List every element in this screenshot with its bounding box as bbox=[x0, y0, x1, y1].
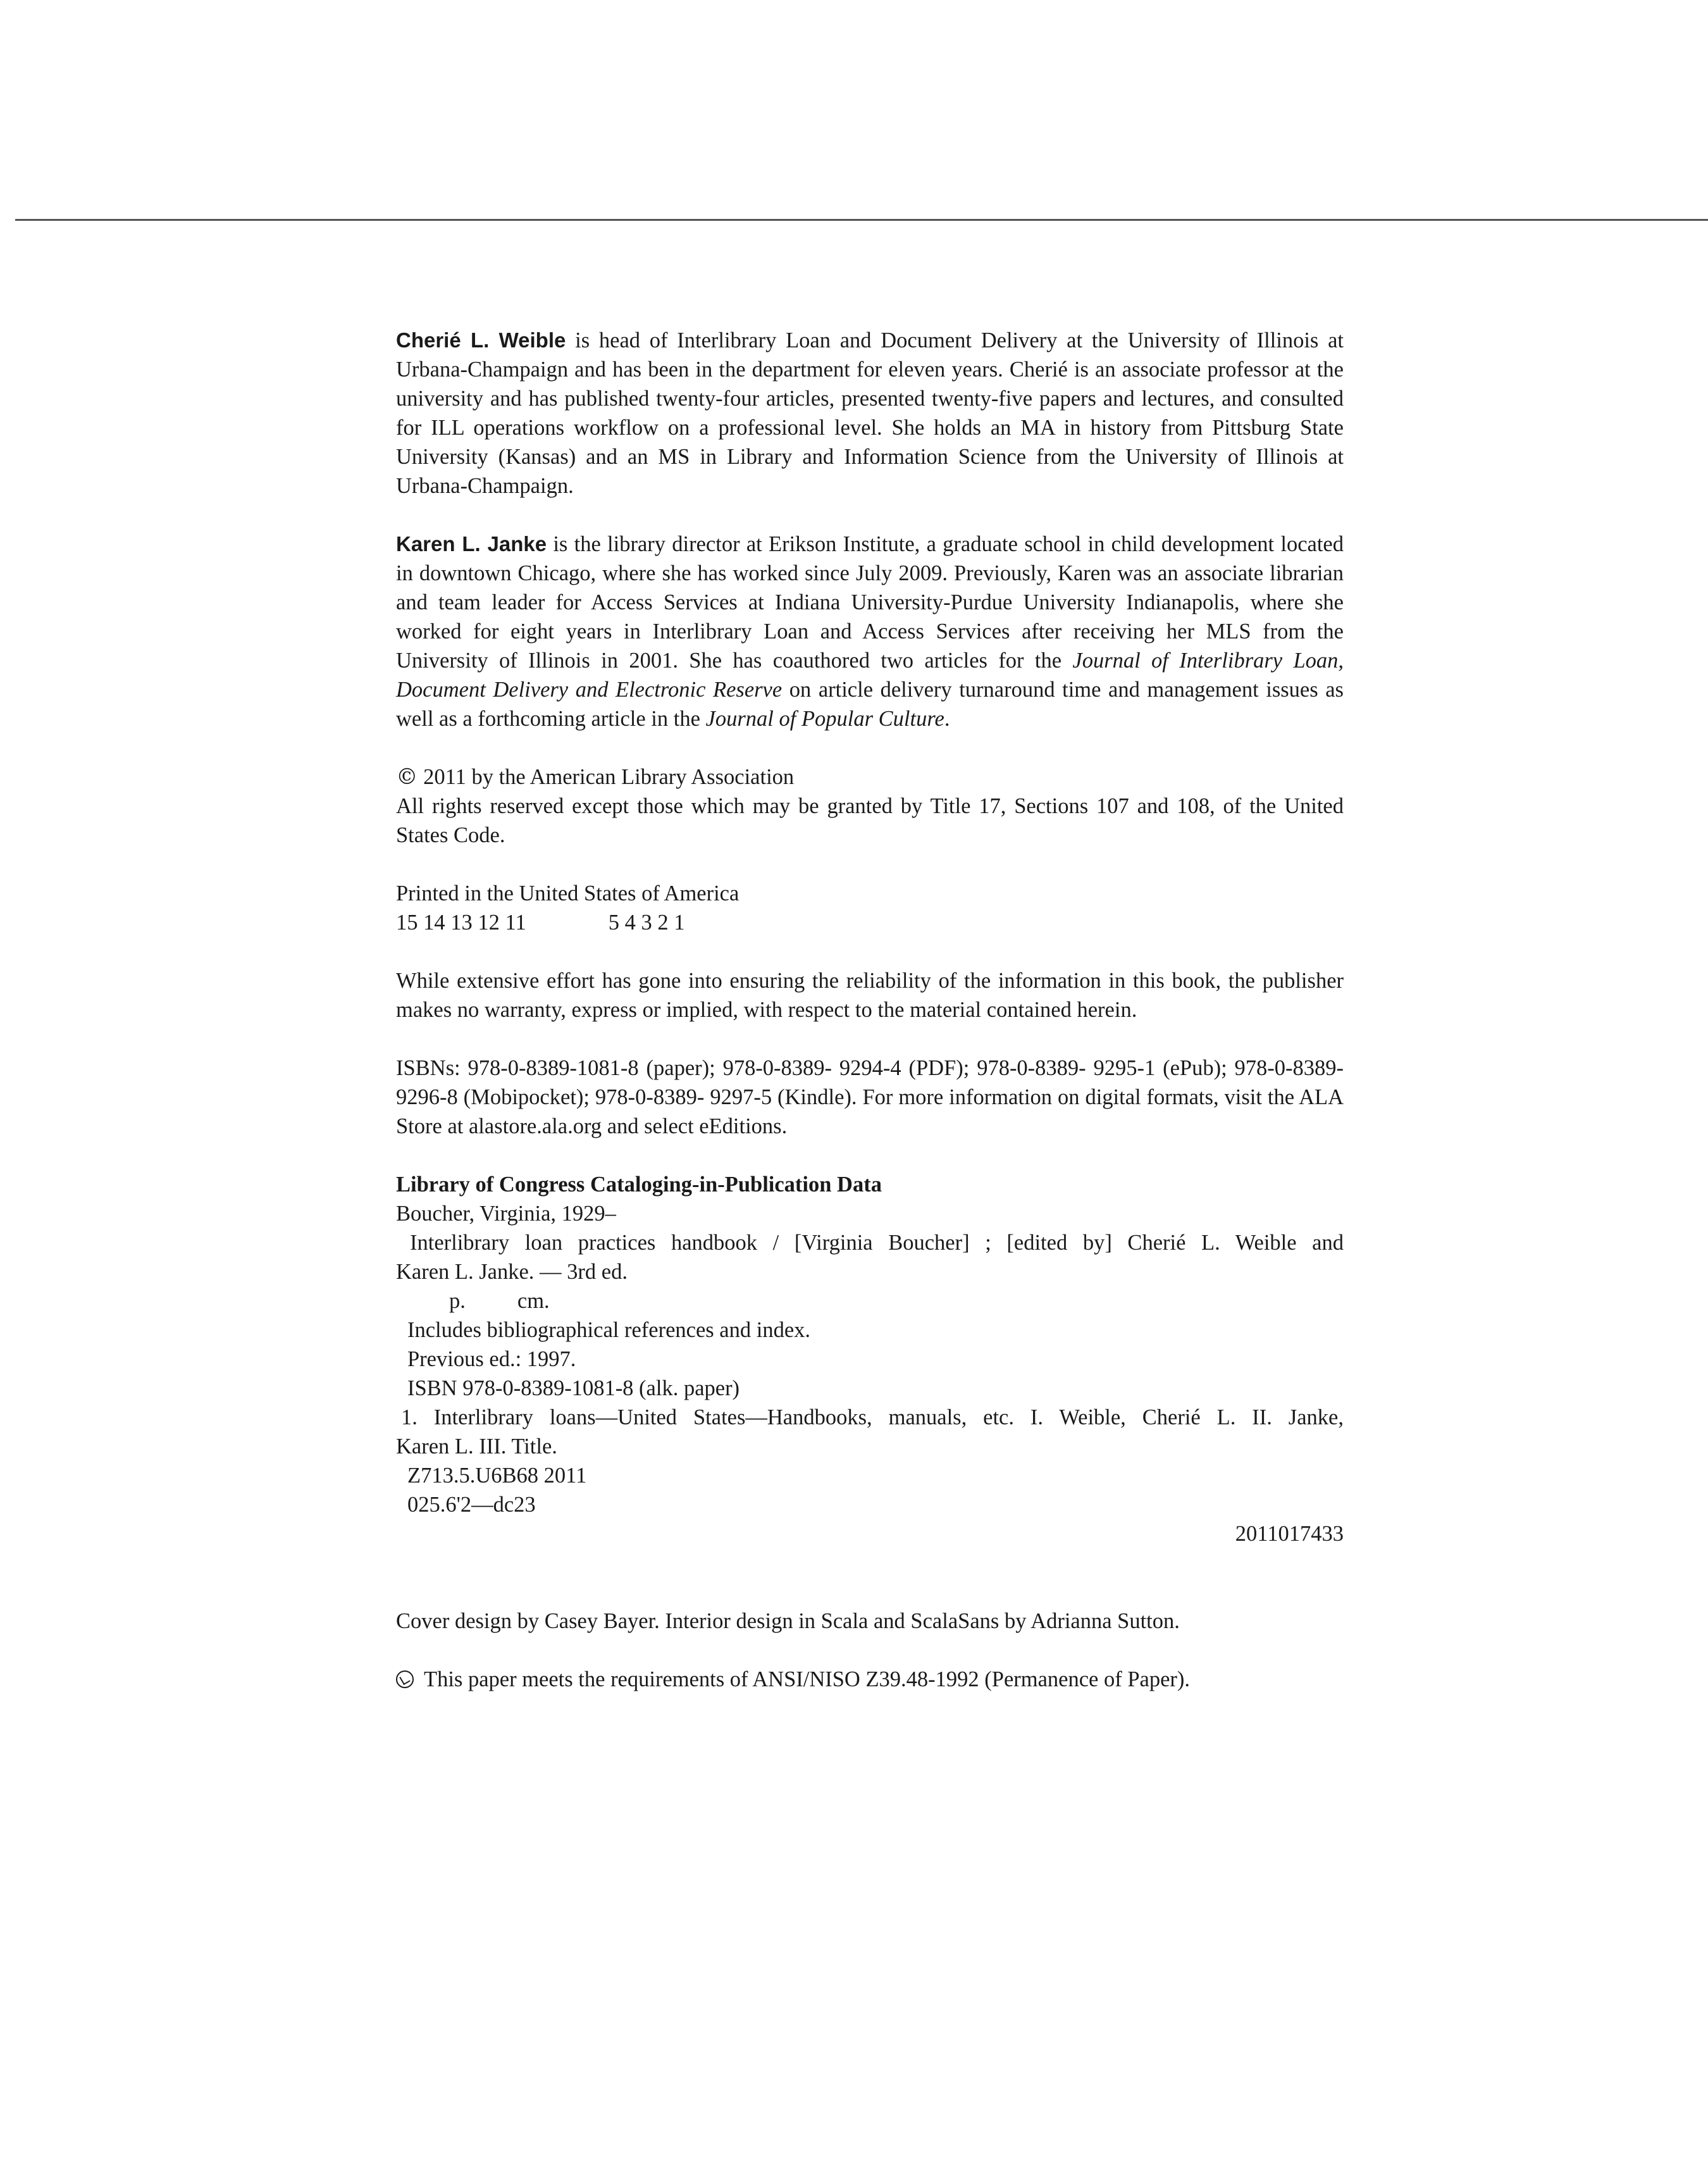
disclaimer: While extensive effort has gone into ensuring the reliability of the information in this book, the publisher makes no warranty, express or implied, with respect to the material contained herein. bbox=[396, 969, 1344, 1022]
cip-cm: cm. bbox=[517, 1289, 550, 1313]
paper-notice bbox=[396, 1665, 1344, 1694]
cip-pagination bbox=[396, 1286, 1344, 1315]
printing-years: 15 14 13 12 11 bbox=[396, 911, 526, 935]
cip-class-2: 025.6'2—dc23 bbox=[407, 1493, 536, 1517]
copyright-page bbox=[396, 326, 1344, 1723]
cip-lccn: 2011017433 bbox=[1235, 1522, 1344, 1546]
cip-isbn: ISBN 978-0-8389-1081-8 (alk. paper) bbox=[407, 1376, 740, 1400]
paper-notice-text: This paper meets the requirements of ANSI/NISO Z39.48-1992 (Permanence of Paper). bbox=[424, 1667, 1191, 1691]
cip-subjects-line-2: Karen L. III. Title. bbox=[396, 1434, 557, 1458]
paper-permanence-icon bbox=[396, 1670, 414, 1688]
printing-sequence: 5 4 3 2 1 bbox=[608, 911, 685, 935]
copyright-block bbox=[396, 762, 1344, 850]
cip-subjects-line-1: 1. Interlibrary loans—United States—Handbooks, manuals, etc. I. Weible, Cherié L. II. Janke, bbox=[401, 1405, 1344, 1429]
cip-author: Boucher, Virginia, 1929– bbox=[396, 1202, 616, 1226]
printing-block bbox=[396, 879, 1344, 937]
cip-title-line-2: Karen L. Janke. — 3rd ed. bbox=[396, 1260, 628, 1284]
isbns: ISBNs: 978-0-8389-1081-8 (paper); 978-0-8389- 9294-4 (PDF); 978-0-8389- 9295-1 (ePub); 978-0-8389- 9296-8 (Mobipocket); 978-0-8389- 9297-5 (Kindle). For more information on digital formats, visit the ALA Store at alastore.ala.org and select eEditions. bbox=[396, 1056, 1344, 1138]
copyright-symbol: © bbox=[396, 764, 418, 790]
bio-weible-name: Cherié L. Weible bbox=[396, 328, 566, 352]
bio-janke-journal-1: Journal of Interlibrary Loan, Document Delivery and Electronic Reserve bbox=[396, 649, 1344, 702]
cip-class-1: Z713.5.U6B68 2011 bbox=[407, 1464, 587, 1488]
spacer bbox=[396, 1548, 1344, 1607]
bio-weible-text: is head of Interlibrary Loan and Document Delivery at the University of Illinois at Urbana-Champaign and has been in the department for eleven years. Cherié is an associate professor at the university and has published twenty-four articles, presented twenty-five papers and lectures, and consulted for ILL operations workflow on a professional level. She holds an MA in history from Pittsburg State University (Kansas) and an MS in Library and Information Science from the University of Illinois at Urbana-Champaign. bbox=[396, 328, 1344, 498]
cip-title-line-1: Interlibrary loan practices handbook / [Virginia Boucher] ; [edited by] Cherié L. Weible and bbox=[410, 1231, 1344, 1255]
bio-janke-text-1: is the library director at Erikson Institute, a graduate school in child development located in downtown Chicago, where she has worked since July 2009. Previously, Karen was an associate librarian and team leader for Access Services at Indiana University-Purdue University Indianapolis, where she worked for eight years in Interlibrary Loan and Access Services after receiving her MLS from the University of Illinois in 2001. She has coauthored two articles for the bbox=[396, 532, 1344, 673]
bio-janke-text-2: on article delivery turnaround time and management issues as well as a forthcoming article in the bbox=[396, 678, 1344, 731]
bio-janke-journal-2: Journal of Popular Culture bbox=[705, 707, 944, 731]
bio-janke-text-3: . bbox=[944, 707, 950, 731]
cip-heading: Library of Congress Cataloging-in-Publication Data bbox=[396, 1172, 882, 1197]
bio-janke-name: Karen L. Janke bbox=[396, 532, 547, 556]
copyright-line-2: All rights reserved except those which may be granted by Title 17, Sections 107 and 108, of the United States Code. bbox=[396, 794, 1344, 847]
cip-block bbox=[396, 1170, 1344, 1548]
design-credits: Cover design by Casey Bayer. Interior design in Scala and ScalaSans by Adrianna Sutton. bbox=[396, 1609, 1180, 1633]
header-rule bbox=[15, 219, 1708, 221]
bio-janke bbox=[396, 530, 1344, 733]
copyright-line-1: 2011 by the American Library Association bbox=[418, 765, 795, 789]
bio-weible bbox=[396, 326, 1344, 501]
printing-numbers bbox=[396, 908, 1344, 937]
cip-note-1: Includes bibliographical references and index. bbox=[407, 1318, 811, 1342]
cip-note-2: Previous ed.: 1997. bbox=[407, 1347, 576, 1371]
copyright-line bbox=[396, 762, 1344, 792]
cip-p: p. bbox=[449, 1289, 466, 1313]
printing-line: Printed in the United States of America bbox=[396, 881, 740, 905]
